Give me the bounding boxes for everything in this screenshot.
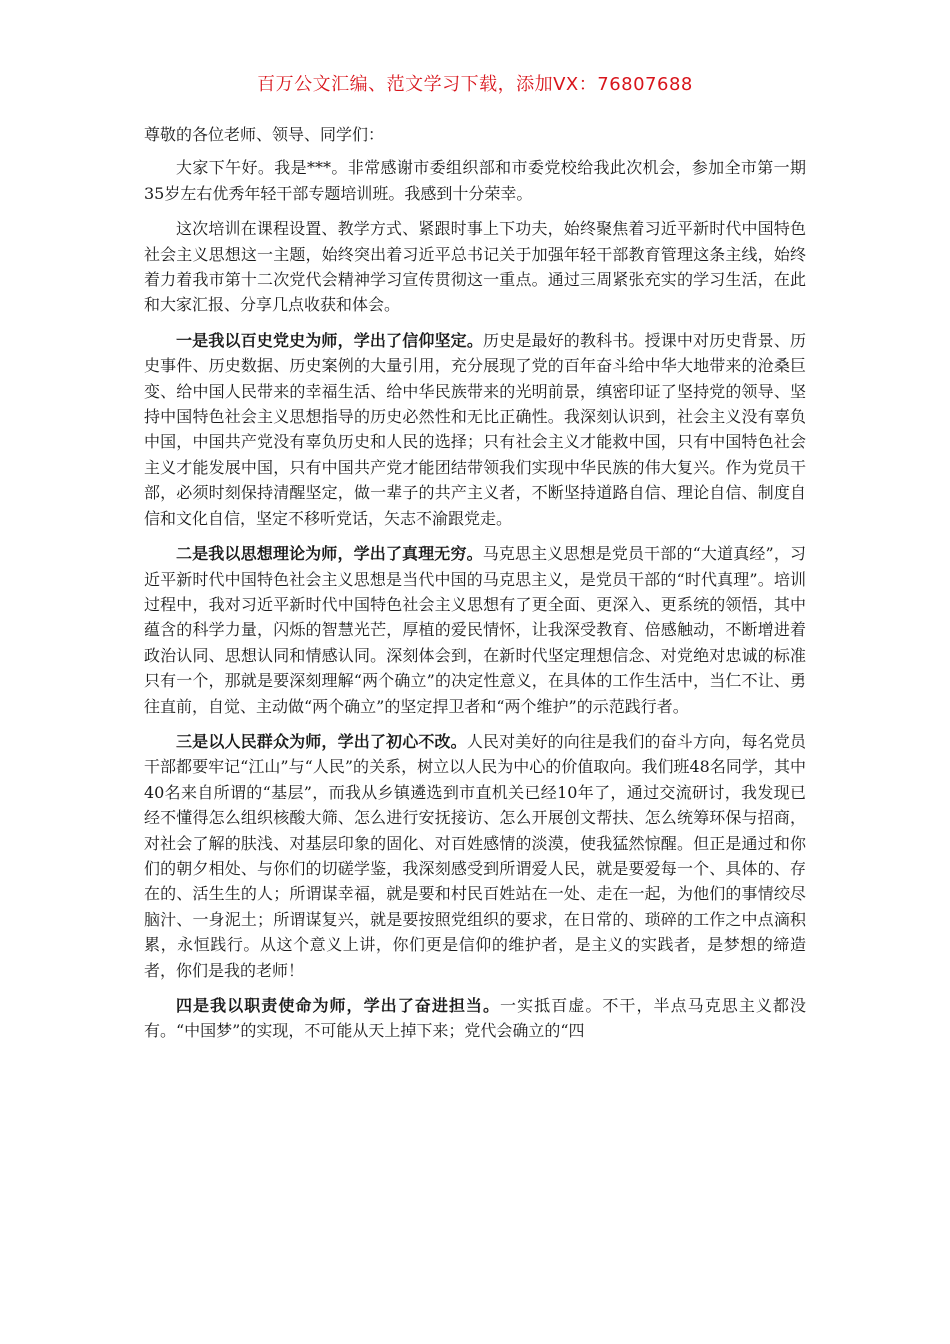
paragraph-lead: 二是我以思想理论为师，学出了真理无穷。	[176, 544, 483, 564]
paragraph-text: 大家下午好。我是***。非常感谢市委组织部和市委党校给我此次机会，参加全市第一期35岁左右优秀年轻干部专题培训班。我感到十分荣幸。	[144, 158, 806, 203]
paragraph-point-two	[144, 541, 806, 719]
salutation: 尊敬的各位老师、领导、同学们：	[144, 125, 385, 144]
document-body	[144, 122, 806, 1054]
paragraph-text: 这次培训在课程设置、教学方式、紧跟时事上下功夫，始终聚焦着习近平新时代中国特色社会主义思想这一主题，始终突出着习近平总书记关于加强年轻干部教育管理这条主线，始终着力着我市第十二次党代会精神学习宣传贯彻这一重点。通过三周紧张充实的学习生活，在此和大家汇报、分享几点收获和体会。	[144, 219, 806, 315]
paragraph-greeting	[144, 155, 806, 206]
paragraph-point-one	[144, 328, 806, 531]
paragraph-text: 一实抵百虚。不干，半点马克思主义都没有。“中国梦”的实现，不可能从天上掉下来；党代会确立的“四	[144, 996, 806, 1041]
paragraph-point-three	[144, 729, 806, 983]
paragraph-lead: 三是以人民群众为师，学出了初心不改。	[176, 731, 467, 751]
paragraph-training-overview	[144, 216, 806, 318]
paragraph-text: 人民对美好的向往是我们的奋斗方向，每名党员干部都要牢记“江山”与“人民”的关系，树立以人民为中心的价值取向。我们班48名同学，其中40名来自所谓的“基层”，而我从乡镇遴选到市直机关已经10年了，通过交流研讨，我发现已经不懂得怎么组织核酸大筛、怎么进行安抚接访、怎么开展创文帮扶、怎么统筹环保与招商，对社会了解的肤浅、对基层印象的固化、对百姓感情的淡漠，使我猛然惊醒。但正是通过和你们的朝夕相处、与你们的切磋学鉴，我深刻感受到所谓爱人民，就是要爱每一个、具体的、存在的、活生生的人；所谓谋幸福，就是要和村民百姓站在一处、走在一起，为他们的事情绞尽脑汁、一身泥土；所谓谋复兴，就是要按照党组织的要求，在日常的、琐碎的工作之中点滴积累，永恒践行。从这个意义上讲，你们更是信仰的维护者，是主义的实践者，是梦想的缔造者，你们是我的老师！	[144, 731, 806, 980]
paragraph-lead: 四是我以职责使命为师，学出了奋进担当。	[176, 996, 501, 1015]
paragraph-lead: 一是我以百史党史为师，学出了信仰坚定。	[176, 330, 483, 350]
paragraph-text: 历史是最好的教科书。授课中对历史背景、历史事件、历史数据、历史案例的大量引用，充分展现了党的百年奋斗给中华大地带来的沧桑巨变、给中国人民带来的幸福生活、给中华民族带来的光明前景，缜密印证了坚持党的领导、坚持中国特色社会主义思想指导的历史必然性和无比正确性。我深刻认识到，社会主义没有辜负中国，中国共产党没有辜负历史和人民的选择；只有社会主义才能救中国，只有中国特色社会主义才能发展中国，只有中国共产党才能团结带领我们实现中华民族的伟大复兴。作为党员干部，必须时刻保持清醒坚定，做一辈子的共产主义者，不断坚持道路自信、理论自信、制度自信和文化自信，坚定不移听党话，矢志不渝跟党走。	[144, 330, 806, 528]
watermark-banner: 百万公文汇编、范文学习下载，添加VX：76807688	[257, 74, 693, 95]
paragraph-text: 马克思主义思想是党员干部的“大道真经”，习近平新时代中国特色社会主义思想是当代中国的马克思主义，是党员干部的“时代真理”。培训过程中，我对习近平新时代中国特色社会主义思想有了更全面、更深入、更系统的领悟，其中蕴含的科学力量，闪烁的智慧光芒，厚植的爱民情怀，让我深受教育、倍感触动，不断增进着政治认同、思想认同和情感认同。深刻体会到，在新时代坚定理想信念、对党绝对忠诚的标准只有一个，那就是要深刻理解“两个确立”的决定性意义，在具体的工作生活中，当仁不让、勇往直前，自觉、主动做“两个确立”的坚定捍卫者和“两个维护”的示范践行者。	[144, 544, 806, 716]
paragraph-point-four	[144, 993, 806, 1044]
